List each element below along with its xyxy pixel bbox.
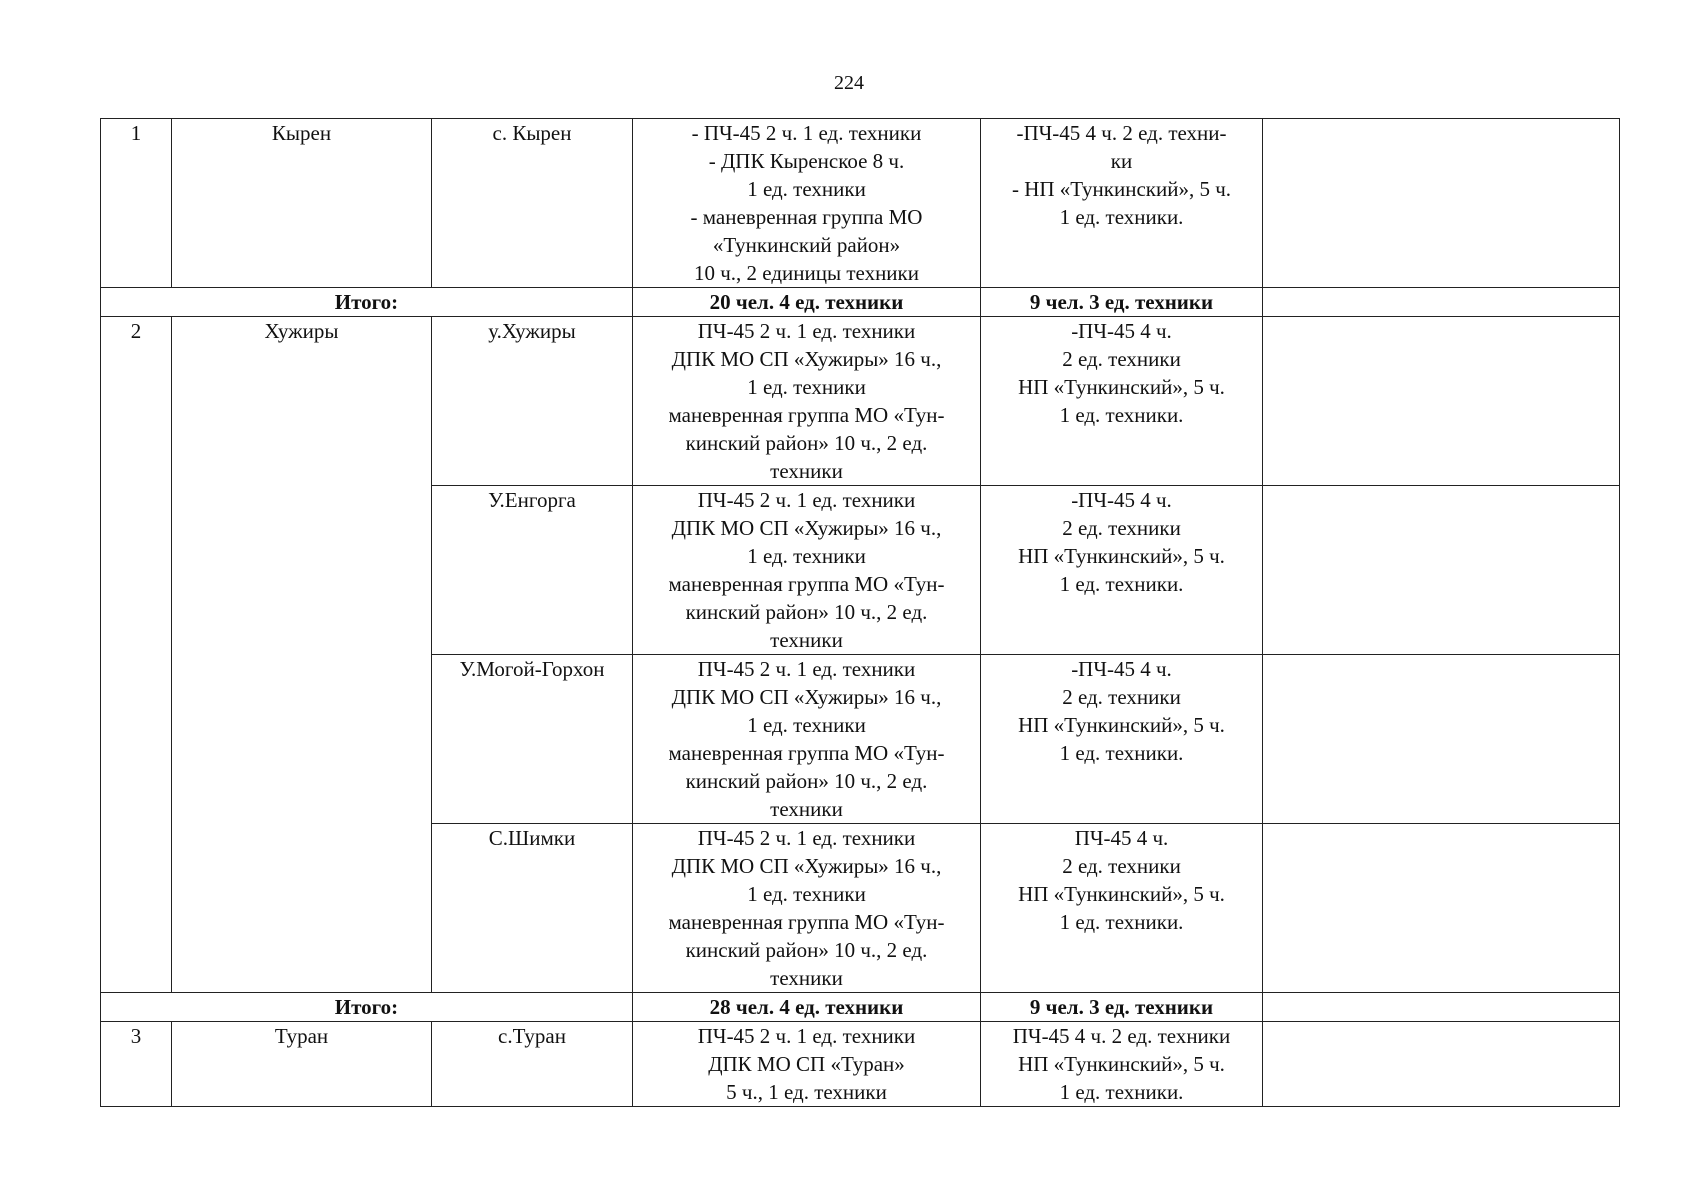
municipality-name: Хужиры [172, 317, 432, 993]
municipality-name: Туран [172, 1022, 432, 1107]
notes-cell [1263, 317, 1620, 486]
notes-cell [1263, 993, 1620, 1022]
table-row [101, 1022, 1620, 1107]
forces-cell: ПЧ-45 2 ч. 1 ед. техники ДПК МО СП «Хужиры» 16 ч., 1 ед. техники маневренная группа МО «Тун- кинский район» 10 ч., 2 ед. техники [633, 317, 981, 486]
settlement-name: с.Туран [432, 1022, 633, 1107]
reserve-cell: -ПЧ-45 4 ч. 2 ед. техники НП «Тункинский», 5 ч. 1 ед. техники. [981, 317, 1263, 486]
notes-cell [1263, 655, 1620, 824]
total-reserve: 9 чел. 3 ед. техники [981, 993, 1263, 1022]
reserve-cell: -ПЧ-45 4 ч. 2 ед. техники НП «Тункинский», 5 ч. 1 ед. техники. [981, 655, 1263, 824]
notes-cell [1263, 119, 1620, 288]
notes-cell [1263, 486, 1620, 655]
table-row [101, 317, 1620, 486]
notes-cell [1263, 824, 1620, 993]
settlement-name: с. Кырен [432, 119, 633, 288]
total-label: Итого: [101, 288, 633, 317]
forces-cell: ПЧ-45 2 ч. 1 ед. техники ДПК МО СП «Туран» 5 ч., 1 ед. техники [633, 1022, 981, 1107]
notes-cell [1263, 288, 1620, 317]
settlement-name: У.Могой-Горхон [432, 655, 633, 824]
reserve-cell: ПЧ-45 4 ч. 2 ед. техники НП «Тункинский», 5 ч. 1 ед. техники. [981, 1022, 1263, 1107]
settlement-name: У.Енгорга [432, 486, 633, 655]
row-number: 1 [101, 119, 172, 288]
row-number: 3 [101, 1022, 172, 1107]
table-row [101, 119, 1620, 288]
total-row [101, 993, 1620, 1022]
page-number: 224 [834, 72, 864, 94]
total-label: Итого: [101, 993, 633, 1022]
reserve-cell: ПЧ-45 4 ч. 2 ед. техники НП «Тункинский», 5 ч. 1 ед. техники. [981, 824, 1263, 993]
reserve-cell: -ПЧ-45 4 ч. 2 ед. техники НП «Тункинский», 5 ч. 1 ед. техники. [981, 486, 1263, 655]
reserve-cell: -ПЧ-45 4 ч. 2 ед. техни- ки - НП «Тункинский», 5 ч. 1 ед. техники. [981, 119, 1263, 288]
total-row [101, 288, 1620, 317]
settlement-name: С.Шимки [432, 824, 633, 993]
forces-cell: ПЧ-45 2 ч. 1 ед. техники ДПК МО СП «Хужиры» 16 ч., 1 ед. техники маневренная группа МО «Тун- кинский район» 10 ч., 2 ед. техники [633, 655, 981, 824]
forces-table [100, 118, 1620, 1107]
notes-cell [1263, 1022, 1620, 1107]
total-forces: 28 чел. 4 ед. техники [633, 993, 981, 1022]
total-forces: 20 чел. 4 ед. техники [633, 288, 981, 317]
total-reserve: 9 чел. 3 ед. техники [981, 288, 1263, 317]
municipality-name: Кырен [172, 119, 432, 288]
row-number: 2 [101, 317, 172, 993]
forces-cell: ПЧ-45 2 ч. 1 ед. техники ДПК МО СП «Хужиры» 16 ч., 1 ед. техники маневренная группа МО «Тун- кинский район» 10 ч., 2 ед. техники [633, 824, 981, 993]
forces-cell: ПЧ-45 2 ч. 1 ед. техники ДПК МО СП «Хужиры» 16 ч., 1 ед. техники маневренная группа МО «Тун- кинский район» 10 ч., 2 ед. техники [633, 486, 981, 655]
forces-cell: - ПЧ-45 2 ч. 1 ед. техники - ДПК Кыренское 8 ч. 1 ед. техники - маневренная группа МО «Тункинский район» 10 ч., 2 единицы техники [633, 119, 981, 288]
settlement-name: у.Хужиры [432, 317, 633, 486]
